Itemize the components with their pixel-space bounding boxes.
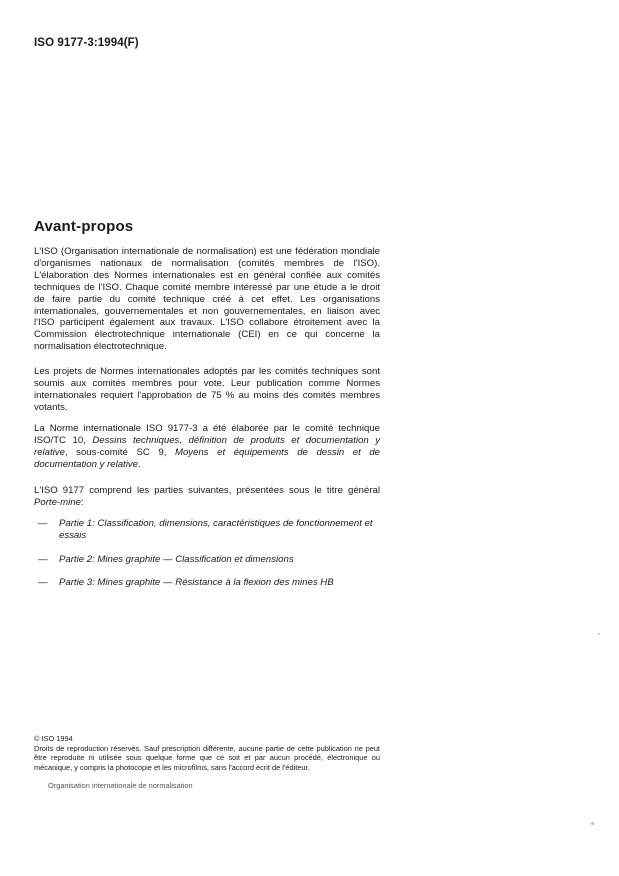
page-title: Avant-propos <box>34 218 134 235</box>
paragraph-draft-approval: Les projets de Normes internationales adoptés par les comités techniques sont soumis aux comités membres pour vote. Leur publication comme Normes internationales requiert l'approbation de 75 % au moins des comités membres votants. <box>34 366 380 413</box>
list-item-part-1 <box>34 518 380 542</box>
document-code: ISO 9177-3:1994(F) <box>34 37 139 49</box>
parts-intro-text: L'ISO 9177 comprend les parties suivantes, présentées sous le titre général <box>34 485 380 496</box>
list-item-part-2 <box>34 554 380 566</box>
part-1-text: Partie 1: Classification, dimensions, caractéristiques de fonctionnement et essais <box>59 518 373 541</box>
general-title: Porte-mine <box>34 496 81 508</box>
committee-text-c: , sous-comité SC 9, <box>64 446 175 458</box>
dash-bullet: — <box>38 518 48 529</box>
subcommittee-name: Moyens et équipements de dessin et de documentation y relative <box>34 446 380 470</box>
cut-off-organization-line: Organisation internationale de normalisation <box>48 781 193 790</box>
paragraph-parts-intro <box>34 485 380 509</box>
paragraph-committee <box>34 423 380 471</box>
committee-text-a: La Norme internationale ISO 9177-3 a été élaborée par le comité technique ISO/TC 10, <box>34 423 380 446</box>
dash-bullet: — <box>38 554 48 565</box>
copyright-block <box>34 734 380 772</box>
committee-name: Dessins techniques, définition de produits et documentation y relative <box>34 434 380 458</box>
copyright-symbol-year: © ISO 1994 <box>34 734 73 743</box>
scan-speck <box>591 822 594 825</box>
committee-text-e: . <box>138 458 141 470</box>
part-2-text: Partie 2: Mines graphite — Classification et dimensions <box>59 554 294 565</box>
paragraph-iso-intro: L'ISO (Organisation internationale de normalisation) est une fédération mondiale d'organismes nationaux de normalisation (comités membres de l'ISO). L'élaboration des Normes internationales est en général confiée aux comités techniques de l'ISO. Chaque comité membre intéressé par une étude a le droit de faire partie du comité technique créé à cet effet. Les organisations internationales, gouvernementales et non gouvernementales, en liaison avec l'ISO participent également aux travaux. L'ISO collabore étroitement avec la Commission électrotechnique internationale (CEI) en ce qui concerne la normalisation électrotechnique. <box>34 246 380 353</box>
scan-speck <box>598 633 600 635</box>
part-3-text: Partie 3: Mines graphite — Résistance à la flexion des mines HB <box>59 577 334 588</box>
parts-intro-colon: : <box>80 496 84 508</box>
dash-bullet: — <box>38 577 48 588</box>
copyright-notice: Droits de reproduction réservés. Sauf prescription différente, aucune partie de cette publication ne peut être reproduite ni utilisée sous quelque forme que ce soit et par aucun procédé, électronique ou mécanique, y compris la photocopie et les microfilms, sans l'accord écrit de l'éditeur. <box>34 743 380 772</box>
list-item-part-3 <box>34 577 380 589</box>
